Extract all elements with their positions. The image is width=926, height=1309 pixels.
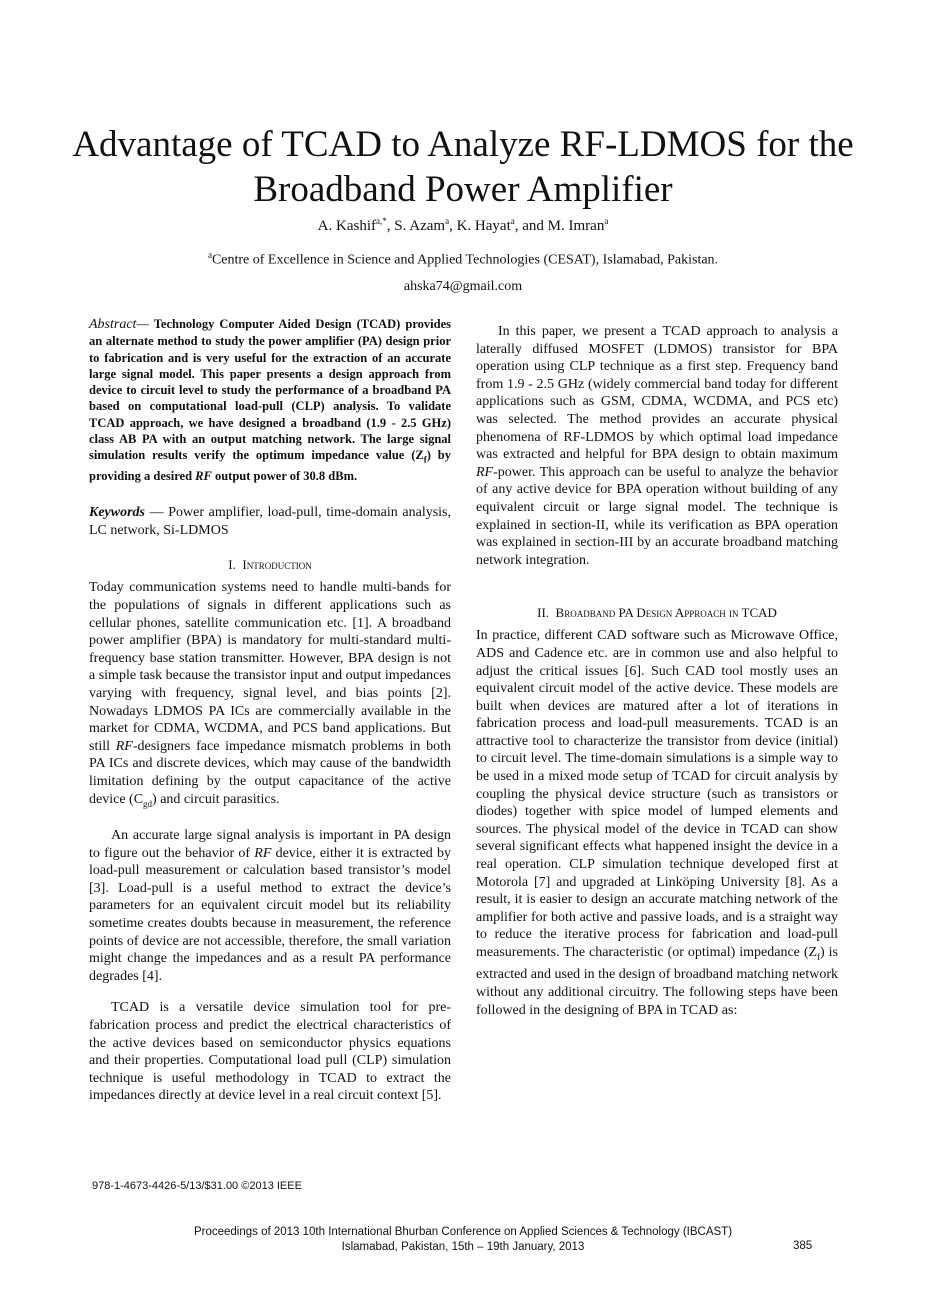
author-separator: , and bbox=[514, 218, 548, 234]
page-number: 385 bbox=[793, 1240, 813, 1252]
paragraph-text: ) is extracted and used in the design of broadband matching network without any additional circuitry. The following steps have been followed in the designing of BPA in TCAD as: bbox=[476, 945, 838, 1018]
author-name: A. Kashif bbox=[317, 218, 376, 234]
paragraph-text: ) and circuit parasitics. bbox=[152, 791, 280, 807]
affiliation-mark: a bbox=[207, 250, 212, 260]
intro-paragraph-2 bbox=[89, 827, 451, 985]
intro-paragraph-1 bbox=[89, 579, 451, 813]
paragraph-subscript: f bbox=[817, 951, 821, 962]
abstract-rf: RF bbox=[195, 469, 212, 484]
section2-paragraph-1 bbox=[476, 627, 838, 1019]
keywords-text: — Power amplifier, load-pull, time-domain analysis, LC network, Si-LDMOS bbox=[89, 505, 451, 538]
paragraph-text: An accurate large signal analysis is important in PA design to figure out the behavior of bbox=[89, 827, 451, 861]
author-separator: , bbox=[386, 218, 395, 234]
keywords-lead: Keywords bbox=[89, 505, 145, 521]
paragraph-text: In this paper, we present a TCAD approach to analysis a laterally diffused MOSFET (LDMOS) transistor for BPA operation using CLP technique as a first step. Frequency band from 1.9 - 2.5 GHz (widely commercial band today for different applications such as GSM, CDMA, WCDMA, and PCS etc) was selected. The method provides an accurate physical phenomena of RF-LDMOS by which optimal load impedance was extracted and helpful for BPA design to obtain maximum bbox=[476, 324, 838, 463]
paragraph-rf: RF bbox=[115, 738, 133, 754]
section-title: Broadband PA Design Approach in TCAD bbox=[555, 605, 777, 621]
paragraph-subscript: gd bbox=[143, 798, 153, 809]
affiliation-text: Centre of Excellence in Science and Applied Technologies (CESAT), Islamabad, Pakistan. bbox=[211, 252, 719, 268]
abstract bbox=[89, 316, 451, 484]
section-number: I. bbox=[228, 557, 236, 573]
paper-title: Advantage of TCAD to Analyze RF-LDMOS for the Broadband Power Amplifier bbox=[72, 124, 854, 210]
right-column bbox=[476, 323, 838, 1019]
section-title: Introduction bbox=[242, 557, 312, 573]
proceedings-footer bbox=[0, 1225, 926, 1255]
author-affil-mark: a bbox=[604, 216, 609, 226]
section-number: II. bbox=[537, 605, 550, 621]
author-list bbox=[0, 216, 926, 235]
section-heading-introduction bbox=[89, 557, 451, 573]
abstract-text: ) by providing a desired bbox=[89, 448, 451, 484]
keywords bbox=[89, 504, 451, 539]
left-column bbox=[89, 316, 451, 1105]
author-name: K. Hayat bbox=[456, 218, 511, 234]
footer-line-2: Islamabad, Pakistan, 15th – 19th January, 2013 bbox=[341, 1241, 585, 1253]
author-separator: , bbox=[449, 218, 457, 234]
intro-paragraph-3: TCAD is a versatile device simulation tool for pre-fabrication process and predict the electrical characteristics of the active devices based on semiconductor physics equations and their properties. Computational load pull (CLP) simulation technique is useful methodology in TCAD to extract the impedances directly at device level in a real circuit context [5]. bbox=[89, 1000, 451, 1104]
paragraph-text: Today communication systems need to handle multi-bands for the populations of signals in different applications such as cellular phones, satellite communication etc. [1]. A broadband power amplifier (BPA) is mandatory for multi-standard multi-frequency base station transmitter. However, BPA design is not a simple task because the transistor input and output impedances varying with frequency, signal level, and bias points [2]. Nowadays LDMOS PA ICs are commercially available in the market for CDMA, WCDMA, and PCS band applications. But still bbox=[89, 580, 451, 754]
abstract-subscript: f bbox=[423, 454, 427, 465]
paragraph-rf: RF bbox=[476, 464, 494, 480]
abstract-lead: Abstract— bbox=[89, 317, 149, 332]
paragraph-text: -designers face impedance mismatch problems in both PA ICs and discrete devices, which may cause of the bandwidth limitation defining by the output capacitance of the active device (C bbox=[89, 738, 451, 807]
abstract-text: Technology Computer Aided Design (TCAD) provides an alternate method to study the power amplifier (PA) design prior to fabrication and is very useful for the extraction of an accurate large signal model. This paper presents a design approach from device to circuit level to study the performance of a broadband PA based on computational load-pull (CLP) analysis. To validate TCAD approach, we have designed a broadband (1.9 - 2.5 GHz) class AB PA with an output matching network. The large signal simulation results verify the optimum impedance value (Z bbox=[89, 317, 451, 463]
author-affil-mark: a,* bbox=[376, 216, 387, 226]
abstract-text: output power of 30.8 dBm. bbox=[211, 469, 358, 484]
paragraph-rf: RF bbox=[254, 845, 272, 861]
paragraph-text: device, either it is extracted by load-pull measurement or calculation based transistor’s model [3]. Load-pull is a useful method to extract the device’s parameters for an equivalent circuit model but its reliability sometime creates doubts because in measurement, the reference points of device are not accessible, therefore, the small variation might change the impedances and as a result PA performance degrades [4]. bbox=[89, 845, 451, 984]
author-name: M. Imran bbox=[547, 218, 605, 234]
right-paragraph-1 bbox=[476, 323, 838, 569]
author-email: ahska74@gmail.com bbox=[403, 279, 523, 294]
footer-line-1: Proceedings of 2013 10th International Bhurban Conference on Applied Sciences & Technology (IBCAST) bbox=[193, 1226, 733, 1238]
paragraph-text: -power. This approach can be useful to analyze the behavior of any active device for BPA operation without building of any equivalent circuit or large signal model. The technique is explained in section-II, while its verification as BPA operation was explained in section-III by an accurate broadband matching network integration. bbox=[476, 464, 838, 568]
author-name: S. Azam bbox=[394, 218, 446, 234]
author-affil-mark: a bbox=[445, 216, 450, 226]
paragraph-text: In practice, different CAD software such as Microwave Office, ADS and Cadence etc. are in common use and also helpful to adjust the critical issues [6]. Such CAD tool mostly uses an equivalent circuit model of the active device. These models are built when devices are matured after a lot of iterations in fabrication process and load-pull measurements. TCAD is an attractive tool to characterize the transistor from device (initial) to circuit level. The time-domain simulations is a simple way to be used in a mixed mode setup of TCAD for circuit analysis by coupling the physical device structure (such as transistors or diodes) together with spice model of lumped elements and sources. The physical model of the device in TCAD can show several significant effects what happened insight the device in a real operation. CLP simulation technique developed first at Motorola [7] and upgraded at Linköping University [8]. As a result, it is easier to design an accurate matching network of the amplifier for both active and passive loads, and is a straight way to reduce the iterative process for fabrication and load-pull measurements. The characteristic (or optimal) impedance (Z bbox=[476, 628, 838, 960]
affiliation bbox=[0, 250, 926, 269]
author-affil-mark: a bbox=[510, 216, 515, 226]
section-heading-2 bbox=[476, 605, 838, 621]
copyright-notice: 978-1-4673-4426-5/13/$31.00 ©2013 IEEE bbox=[92, 1180, 302, 1192]
